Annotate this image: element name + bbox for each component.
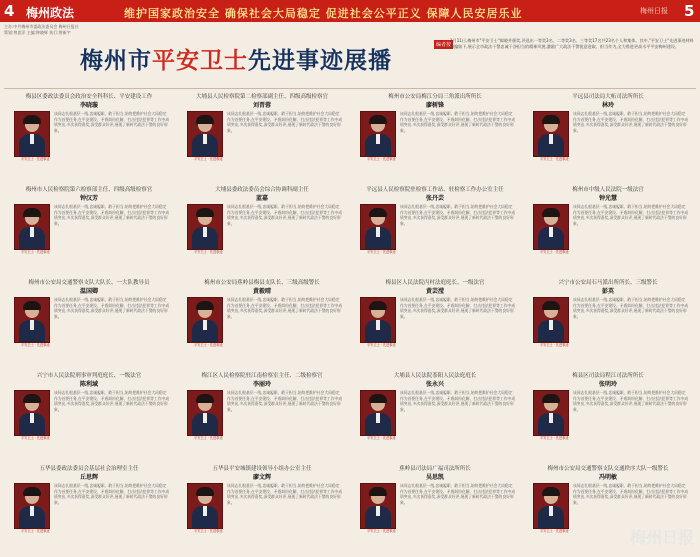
bio-text: 该同志扎根基层一线,忠诚履职、敢于担当,始终把维护社会大局稳定作为首要任务,在平安建设、矛盾纠纷化解、打击违法犯罪等工作中成绩突出,多次获得嘉奖,深受群众好评,展现了新时代政法干警的良好形象。	[227, 483, 343, 506]
portrait-hair	[542, 301, 560, 310]
bio-text: 该同志扎根基层一线,忠诚履职、敢于担当,始终把维护社会大局稳定作为首要任务,在平安建设、矛盾纠纷化解、打击违法犯罪等工作中成绩突出,多次获得嘉奖,深受群众好评,展现了新时代政法干警的良好形象。	[400, 111, 516, 134]
photo-caption: 平安卫士 · 先进事迹	[194, 529, 223, 533]
photo-caption: 平安卫士 · 先进事迹	[540, 436, 569, 440]
portrait-hair	[196, 487, 214, 496]
profile-card	[4, 92, 174, 180]
portrait-photo	[14, 297, 50, 343]
person-unit: 兴宁市人民法院刑事审判庭庭长、一级法官	[36, 373, 142, 379]
person-name: 冯明敏	[598, 474, 617, 481]
portrait-collar	[549, 506, 553, 516]
section-divider	[4, 88, 696, 89]
portrait-hair	[369, 301, 387, 310]
profile-card	[350, 371, 520, 459]
portrait-hair	[196, 301, 214, 310]
portrait-collar	[549, 227, 553, 237]
person-unit: 平远县人民检察院驻检察工作站、驻检察工作办公室主任	[366, 187, 504, 193]
portrait-photo	[187, 111, 223, 157]
profile-card	[4, 278, 174, 366]
person-name: 林玲	[601, 102, 614, 109]
section-title: 梅州政法	[26, 6, 75, 20]
portrait-photo	[187, 297, 223, 343]
photo-caption: 平安卫士 · 先进事迹	[540, 157, 569, 161]
portrait-collar	[30, 227, 34, 237]
portrait-collar	[376, 227, 380, 237]
portrait-photo	[14, 204, 50, 250]
profile-card	[523, 278, 693, 366]
person-unit: 梅县区司法局程江司法所所长	[572, 373, 644, 379]
portrait-collar	[376, 320, 380, 330]
page-title	[80, 42, 392, 75]
profile-card	[523, 371, 693, 459]
portrait-hair	[369, 115, 387, 124]
profile-card	[350, 278, 520, 366]
profile-card	[177, 92, 347, 180]
profile-card	[4, 371, 174, 459]
portrait-photo	[360, 483, 396, 529]
person-unit: 平远县司法局大柘司法所所长	[572, 94, 644, 100]
photo-caption: 平安卫士 · 先进事迹	[367, 436, 396, 440]
person-unit: 梅县区人民法院丙村法庭庭长、一级法官	[385, 280, 485, 286]
profile-card	[177, 278, 347, 366]
portrait-hair	[196, 208, 214, 217]
portrait-hair	[196, 115, 214, 124]
bio-text: 该同志扎根基层一线,忠诚履职、敢于担当,始终把维护社会大局稳定作为首要任务,在平安建设、矛盾纠纷化解、打击违法犯罪等工作中成绩突出,多次获得嘉奖,深受群众好评,展现了新时代政法干警的良好形象。	[54, 297, 170, 320]
portrait-photo	[360, 111, 396, 157]
person-name: 李丽玲	[252, 381, 271, 388]
person-unit: 梅州市公安局蕉岭县梅县支队长、三级高级警长	[204, 280, 320, 286]
bio-text: 该同志扎根基层一线,忠诚履职、敢于担当,始终把维护社会大局稳定作为首要任务,在平安建设、矛盾纠纷化解、打击违法犯罪等工作中成绩突出,多次获得嘉奖,深受群众好评,展现了新时代政法干警的良好形象。	[573, 483, 689, 506]
portrait-collar	[376, 413, 380, 423]
bio-text: 该同志扎根基层一线,忠诚履职、敢于担当,始终把维护社会大局稳定作为首要任务,在平安建设、矛盾纠纷化解、打击违法犯罪等工作中成绩突出,多次获得嘉奖,深受群众好评,展现了新时代政法干警的良好形象。	[573, 297, 689, 320]
portrait-collar	[376, 134, 380, 144]
bio-text: 该同志扎根基层一线,忠诚履职、敢于担当,始终把维护社会大局稳定作为首要任务,在平安建设、矛盾纠纷化解、打击违法犯罪等工作中成绩突出,多次获得嘉奖,深受群众好评,展现了新时代政法干警的良好形象。	[400, 390, 516, 413]
profile-card	[350, 464, 520, 552]
person-unit: 梅州市人民检察院第六检察部主任、四级高级检察官	[25, 187, 153, 193]
photo-caption: 平安卫士 · 先进事迹	[21, 343, 50, 347]
person-unit: 梅州市公安局交通警察支队大队长、一大队教导员	[28, 280, 150, 286]
portrait-hair	[369, 394, 387, 403]
bio-text: 该同志扎根基层一线,忠诚履职、敢于担当,始终把维护社会大局稳定作为首要任务,在平安建设、矛盾纠纷化解、打击违法犯罪等工作中成绩突出,多次获得嘉奖,深受群众好评,展现了新时代政法干警的良好形象。	[573, 390, 689, 413]
person-unit: 大埔县人民检察院第二检察部副主任、四级高级检察官	[195, 94, 328, 100]
portrait-collar	[549, 320, 553, 330]
portrait-photo	[533, 483, 569, 529]
page-number-left: 4	[4, 2, 15, 20]
person-name: 温国卿	[79, 288, 98, 295]
bio-text: 该同志扎根基层一线,忠诚履职、敢于担当,始终把维护社会大局稳定作为首要任务,在平安建设、矛盾纠纷化解、打击违法犯罪等工作中成绩突出,多次获得嘉奖,深受群众好评,展现了新时代政法干警的良好形象。	[227, 111, 343, 134]
portrait-photo	[533, 390, 569, 436]
photo-caption: 平安卫士 · 先进事迹	[367, 343, 396, 347]
profile-card	[523, 185, 693, 273]
portrait-collar	[203, 413, 207, 423]
portrait-collar	[30, 320, 34, 330]
title-part-2: 平安卫士	[152, 47, 248, 74]
person-name: 钟光慧	[598, 195, 617, 202]
portrait-photo	[360, 297, 396, 343]
editor-note-tag: 编者按	[436, 42, 452, 48]
banner-motto: 维护国家政治安全 确保社会大局稳定 促进社会公平正义 保障人民安居乐业	[124, 7, 523, 20]
bio-text: 该同志扎根基层一线,忠诚履职、敢于担当,始终把维护社会大局稳定作为首要任务,在平安建设、矛盾纠纷化解、打击违法犯罪等工作中成绩突出,多次获得嘉奖,深受群众好评,展现了新时代政法干警的良好形象。	[54, 483, 170, 506]
person-name: 黄芸滢	[425, 288, 444, 295]
portrait-collar	[376, 506, 380, 516]
photo-caption: 平安卫士 · 先进事迹	[194, 250, 223, 254]
person-name: 张丹芸	[425, 195, 444, 202]
profile-card	[4, 464, 174, 552]
portrait-hair	[369, 487, 387, 496]
person-name: 彭英	[601, 288, 614, 295]
portrait-photo	[360, 204, 396, 250]
profile-card	[177, 371, 347, 459]
portrait-hair	[542, 487, 560, 496]
editor-line: 策划:曾思洋 主编:钟晓辉 执行:曾新宇	[4, 30, 71, 35]
portrait-collar	[203, 320, 207, 330]
profile-card	[4, 185, 174, 273]
profile-card	[350, 92, 520, 180]
portrait-hair	[23, 487, 41, 496]
portrait-collar	[203, 227, 207, 237]
bio-text: 该同志扎根基层一线,忠诚履职、敢于担当,始终把维护社会大局稳定作为首要任务,在平安建设、矛盾纠纷化解、打击违法犯罪等工作中成绩突出,多次获得嘉奖,深受群众好评,展现了新时代政法干警的良好形象。	[227, 297, 343, 320]
person-name: 吴思凯	[425, 474, 444, 481]
portrait-hair	[196, 394, 214, 403]
bio-text: 该同志扎根基层一线,忠诚履职、敢于担当,始终把维护社会大局稳定作为首要任务,在平安建设、矛盾纠纷化解、打击违法犯罪等工作中成绩突出,多次获得嘉奖,深受群众好评,展现了新时代政法干警的良好形象。	[54, 390, 170, 413]
person-unit: 蕉岭县司法局广福司法所所长	[399, 466, 471, 472]
bio-text: 该同志扎根基层一线,忠诚履职、敢于担当,始终把维护社会大局稳定作为首要任务,在平安建设、矛盾纠纷化解、打击违法犯罪等工作中成绩突出,多次获得嘉奖,深受群众好评,展现了新时代政法干警的良好形象。	[573, 111, 689, 134]
portrait-collar	[203, 506, 207, 516]
person-unit: 大埔县委政法委员会综合协调科副主任	[215, 187, 309, 193]
bio-text: 该同志扎根基层一线,忠诚履职、敢于担当,始终把维护社会大局稳定作为首要任务,在平安建设、矛盾纠纷化解、打击违法犯罪等工作中成绩突出,多次获得嘉奖,深受群众好评,展现了新时代政法干警的良好形象。	[227, 390, 343, 413]
title-part-1: 梅州市	[80, 47, 152, 74]
portrait-hair	[23, 301, 41, 310]
person-name: 陈利域	[79, 381, 98, 388]
person-unit: 梅州市公安局交通警察支队交通秩序大队一级警长	[547, 466, 669, 472]
portrait-photo	[187, 204, 223, 250]
intro-text: 1月11日,梅州市"平安卫士"揭晓并颁奖,评选出一等奖3名、二等奖3名、三等奖17名共23名个人和集体。其中,"平安卫士"先进事迹材料摘编如下,展示全市政法干警忠诚干净担当的精神风貌,激励广大政法干警锐意进取、担当作为,全力推进更高水平平安梅州建设。	[450, 38, 694, 50]
bio-text: 该同志扎根基层一线,忠诚履职、敢于担当,始终把维护社会大局稳定作为首要任务,在平安建设、矛盾纠纷化解、打击违法犯罪等工作中成绩突出,多次获得嘉奖,深受群众好评,展现了新时代政法干警的良好形象。	[573, 204, 689, 227]
title-part-3: 先进事迹展播	[248, 47, 392, 74]
newspaper-watermark: 梅州日报	[629, 528, 694, 547]
bio-text: 该同志扎根基层一线,忠诚履职、敢于担当,始终把维护社会大局稳定作为首要任务,在平安建设、矛盾纠纷化解、打击违法犯罪等工作中成绩突出,多次获得嘉奖,深受群众好评,展现了新时代政法干警的良好形象。	[400, 204, 516, 227]
portrait-hair	[542, 115, 560, 124]
person-unit: 梅江区人民检察院驻江南检察室主任、二级检察官	[201, 373, 323, 379]
photo-caption: 平安卫士 · 先进事迹	[540, 343, 569, 347]
photo-caption: 平安卫士 · 先进事迹	[21, 157, 50, 161]
profile-card	[177, 464, 347, 552]
portrait-hair	[23, 208, 41, 217]
bio-text: 该同志扎根基层一线,忠诚履职、敢于担当,始终把维护社会大局稳定作为首要任务,在平安建设、矛盾纠纷化解、打击违法犯罪等工作中成绩突出,多次获得嘉奖,深受群众好评,展现了新时代政法干警的良好形象。	[54, 204, 170, 227]
portrait-photo	[14, 390, 50, 436]
bio-text: 该同志扎根基层一线,忠诚履职、敢于担当,始终把维护社会大局稳定作为首要任务,在平安建设、矛盾纠纷化解、打击违法犯罪等工作中成绩突出,多次获得嘉奖,深受群众好评,展现了新时代政法干警的良好形象。	[227, 204, 343, 227]
photo-caption: 平安卫士 · 先进事迹	[367, 529, 396, 533]
person-unit: 五华县委政法委员会基层社会治理室主任	[39, 466, 139, 472]
person-name: 钟汉芳	[79, 195, 98, 202]
bio-text: 该同志扎根基层一线,忠诚履职、敢于担当,始终把维护社会大局稳定作为首要任务,在平安建设、矛盾纠纷化解、打击违法犯罪等工作中成绩突出,多次获得嘉奖,深受群众好评,展现了新时代政法干警的良好形象。	[54, 111, 170, 134]
person-name: 刘晋蓉	[252, 102, 271, 109]
photo-caption: 平安卫士 · 先进事迹	[194, 157, 223, 161]
portrait-photo	[187, 483, 223, 529]
portrait-collar	[30, 413, 34, 423]
portrait-collar	[30, 134, 34, 144]
portrait-collar	[549, 134, 553, 144]
portrait-photo	[533, 204, 569, 250]
portrait-hair	[23, 394, 41, 403]
portrait-collar	[203, 134, 207, 144]
photo-caption: 平安卫士 · 先进事迹	[367, 250, 396, 254]
portrait-hair	[542, 394, 560, 403]
page-number-right: 5	[684, 2, 695, 20]
bio-text: 该同志扎根基层一线,忠诚履职、敢于担当,始终把维护社会大局稳定作为首要任务,在平安建设、矛盾纠纷化解、打击违法犯罪等工作中成绩突出,多次获得嘉奖,深受群众好评,展现了新时代政法干警的良好形象。	[400, 483, 516, 506]
person-name: 张明玲	[598, 381, 617, 388]
person-unit: 梅州市中级人民法院一级法官	[572, 187, 644, 193]
bio-text: 该同志扎根基层一线,忠诚履职、敢于担当,始终把维护社会大局稳定作为首要任务,在平安建设、矛盾纠纷化解、打击违法犯罪等工作中成绩突出,多次获得嘉奖,深受群众好评,展现了新时代政法干警的良好形象。	[400, 297, 516, 320]
photo-caption: 平安卫士 · 先进事迹	[21, 250, 50, 254]
person-name: 廖树锋	[425, 102, 444, 109]
photo-caption: 平安卫士 · 先进事迹	[21, 529, 50, 533]
photo-caption: 平安卫士 · 先进事迹	[194, 343, 223, 347]
profile-card	[350, 185, 520, 273]
person-name: 丘思辉	[79, 474, 98, 481]
portrait-collar	[549, 413, 553, 423]
person-unit: 五华县平安城镇建设领导小组办公室主任	[212, 466, 312, 472]
photo-caption: 平安卫士 · 先进事迹	[540, 529, 569, 533]
person-unit: 梅县区委政法委员会政治安全科科长、平安建设工作	[25, 94, 153, 100]
person-name: 廖文辉	[252, 474, 271, 481]
photo-caption: 平安卫士 · 先进事迹	[540, 250, 569, 254]
portrait-photo	[14, 111, 50, 157]
brand-name: 梅州日报	[640, 7, 668, 15]
person-name: 蓝嘉	[255, 195, 268, 202]
portrait-photo	[14, 483, 50, 529]
person-unit: 兴宁市公安局石马派出所所长、三级警长	[558, 280, 658, 286]
portrait-hair	[23, 115, 41, 124]
photo-caption: 平安卫士 · 先进事迹	[194, 436, 223, 440]
person-unit: 大埔县人民法院茶阳人民法庭庭长	[393, 373, 477, 379]
portrait-hair	[369, 208, 387, 217]
portrait-collar	[30, 506, 34, 516]
person-name: 黄毅晴	[252, 288, 271, 295]
photo-caption: 平安卫士 · 先进事迹	[367, 157, 396, 161]
publisher-line: 主办:中共梅州市委政法委员会 梅州日报社	[4, 24, 79, 29]
person-name: 李晓璇	[79, 102, 98, 109]
photo-caption: 平安卫士 · 先进事迹	[21, 436, 50, 440]
person-unit: 梅州市公安局梅江分局三角派出所所长	[388, 94, 482, 100]
portrait-photo	[360, 390, 396, 436]
person-name: 张永兴	[425, 381, 444, 388]
portrait-hair	[542, 208, 560, 217]
portrait-photo	[533, 111, 569, 157]
profile-card	[177, 185, 347, 273]
profile-card	[523, 92, 693, 180]
portrait-photo	[187, 390, 223, 436]
portrait-photo	[533, 297, 569, 343]
